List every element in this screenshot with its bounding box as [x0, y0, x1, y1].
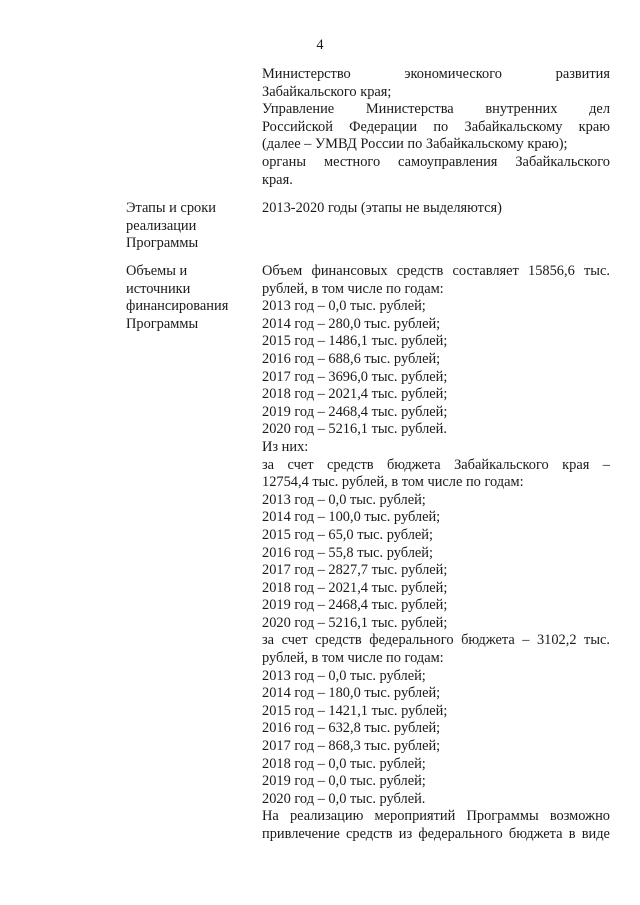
word: Российской [262, 118, 333, 135]
word: за [262, 456, 275, 473]
responsible-executors-text [262, 66, 610, 189]
text-line [262, 826, 610, 844]
text-line: 2015 год – 1421,1 тыс. рублей; [262, 702, 448, 719]
text-line: 2018 год – 0,0 тыс. рублей; [262, 755, 426, 772]
word: средств [326, 456, 374, 473]
text-line: 2016 год – 632,8 тыс. рублей; [262, 720, 441, 737]
word: средств [315, 632, 362, 649]
word: тыс. [584, 263, 610, 279]
text-line [262, 154, 610, 172]
stages-value: 2013-2020 годы (этапы не выделяются) [262, 200, 502, 216]
text-line [262, 457, 610, 475]
word: – [522, 632, 530, 649]
word: привлечение [262, 826, 340, 842]
text-line: Забайкальского края; [262, 83, 392, 100]
text-line: края. [262, 171, 293, 188]
word: составляет [452, 263, 519, 279]
text-line: 2018 год – 2021,4 тыс. рублей; [262, 386, 448, 403]
word: возможно [549, 808, 610, 825]
text-line: Из них: [262, 438, 309, 455]
word: Министерство [262, 66, 351, 82]
word: 15856,6 [528, 263, 575, 279]
text-line: 2017 год – 868,3 тыс. рублей; [262, 738, 441, 755]
text-line: 2014 год – 100,0 тыс. рублей; [262, 509, 441, 526]
word: бюджета [508, 826, 563, 842]
label-line: Этапы и сроки [126, 200, 216, 216]
word: 3102,2 [536, 632, 577, 649]
text-line: 2017 год – 2827,7 тыс. рублей; [262, 562, 448, 579]
text-line: 2013 год – 0,0 тыс. рублей; [262, 298, 426, 315]
word: виде [581, 826, 610, 842]
label-line: источники [126, 280, 191, 297]
page-number: 4 [316, 37, 324, 53]
text-line: 2020 год – 5216,1 тыс. рублей. [262, 421, 447, 438]
word: за [262, 632, 275, 649]
word: бюджета [461, 632, 515, 649]
text-line: 2013 год – 0,0 тыс. рублей; [262, 667, 426, 684]
word: На [262, 808, 279, 825]
text-line [262, 101, 610, 119]
text-line: 2017 год – 3696,0 тыс. рублей; [262, 368, 448, 385]
text-line: 2015 год – 65,0 тыс. рублей; [262, 526, 433, 543]
text-line: 2019 год – 2468,4 тыс. рублей; [262, 403, 448, 420]
label-line: Программы [126, 235, 199, 252]
word: из [398, 826, 413, 842]
text-line: 2014 год – 280,0 тыс. рублей; [262, 315, 441, 332]
word: развития [555, 66, 610, 82]
word: тыс. [584, 632, 610, 649]
stages-label [126, 200, 246, 253]
funding-label [126, 263, 246, 333]
word: самоуправления [398, 153, 498, 170]
word: мероприятий [374, 808, 456, 825]
text-line: рублей, в том числе по годам: [262, 280, 444, 297]
text-line: 2016 год – 55,8 тыс. рублей; [262, 544, 433, 561]
word: федерального [418, 826, 503, 842]
word: Забайкальского [515, 153, 610, 170]
word: Забайкальского [454, 456, 549, 473]
text-line: 2015 год – 1486,1 тыс. рублей; [262, 333, 448, 350]
word: органы [262, 153, 307, 170]
word: – [602, 456, 610, 473]
word: бюджета [386, 456, 441, 473]
text-line: 2019 год – 2468,4 тыс. рублей; [262, 597, 448, 614]
text-line: (далее – УМВД России по Забайкальскому краю); [262, 136, 568, 153]
text-line [262, 632, 610, 650]
word: Программы [466, 808, 539, 825]
word: внутренних [485, 101, 558, 118]
word: Министерства [365, 101, 454, 118]
word: краю [578, 118, 610, 135]
text-line: 2013 год – 0,0 тыс. рублей; [262, 491, 426, 508]
stages-value-block [262, 200, 610, 218]
word: края [562, 456, 590, 473]
label-line: Объемы и [126, 263, 188, 279]
funding-text [262, 263, 610, 844]
word: счет [287, 456, 314, 473]
word: реализацию [289, 808, 364, 825]
text-line: рублей, в том числе по годам: [262, 650, 444, 667]
label-line: Программы [126, 315, 199, 332]
text-line: 2014 год – 180,0 тыс. рублей; [262, 685, 441, 702]
text-line [262, 263, 610, 281]
text-line [262, 808, 610, 826]
word: по [433, 118, 449, 135]
text-line: 2019 год – 0,0 тыс. рублей; [262, 773, 426, 790]
text-line: 2016 год – 688,6 тыс. рублей; [262, 350, 441, 367]
word: финансовых [311, 263, 388, 279]
word: федерального [369, 632, 454, 649]
word: Управление [262, 101, 335, 118]
word: средств [396, 263, 444, 279]
word: средств [346, 826, 393, 842]
text-line: 2020 год – 0,0 тыс. рублей. [262, 790, 426, 807]
word: Объем [262, 263, 303, 279]
word: экономического [404, 66, 502, 82]
word: Забайкальскому [464, 118, 563, 135]
word: дел [589, 101, 610, 118]
label-line: финансирования [126, 298, 229, 315]
text-line [262, 66, 610, 84]
text-line: 2018 год – 2021,4 тыс. рублей; [262, 579, 448, 596]
text-line: 2020 год – 5216,1 тыс. рублей; [262, 614, 448, 631]
text-line: 12754,4 тыс. рублей, в том числе по годам: [262, 474, 524, 491]
word: местного [323, 153, 381, 170]
word: счет [281, 632, 308, 649]
word: в [568, 826, 576, 842]
label-line: реализации [126, 217, 197, 234]
text-line [262, 119, 610, 137]
word: Федерации [349, 118, 418, 135]
